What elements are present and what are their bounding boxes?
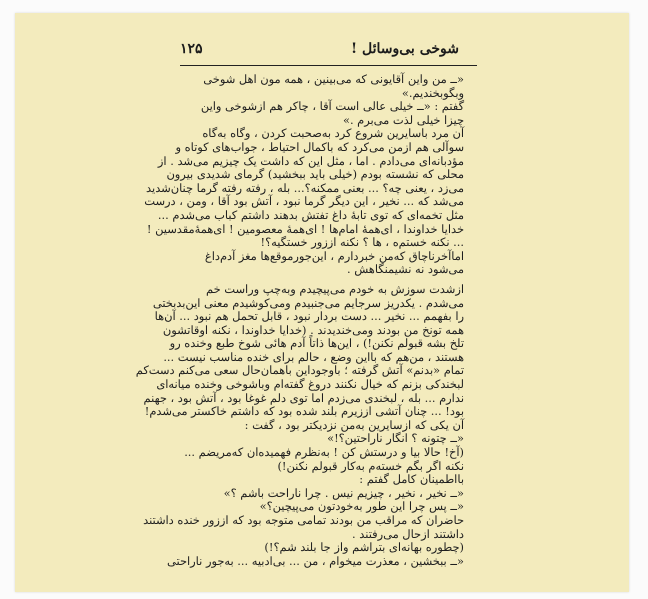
- text-line: «ــ پس چرا این طور به‌خودتون می‌پیچین؟»: [259, 499, 464, 514]
- text-line: (چطوره بهانه‌ای بتراشم واز جا بلند شم؟!): [264, 540, 464, 555]
- text-line: محلی که نشسته بودم (خیلی باید ببخشید) گرمای شدیدی بیرون: [166, 167, 464, 182]
- text-line: «ــ نخیر ، نخیر ، چیزیم نیس . چرا ناراحت باشم ؟»: [223, 485, 464, 500]
- text-line: حاضران که مراقب من بودند تمامی متوجه بود که اززور خنده داشتند: [143, 513, 464, 527]
- text-line: آن یکی که ازسایرین به‌من نزدیکتر بود ، گفت :: [244, 417, 464, 432]
- text-line: نکنه اگر بگم خسته‌م به‌کار قبولم نکنن!): [277, 458, 464, 473]
- header-rule: [180, 65, 477, 66]
- page-number: ۱۲۵: [180, 41, 203, 57]
- text-line: سوآلی هم ازمن می‌کرد که باکمال احتیاط ، جواب‌های کوتاه و: [175, 139, 464, 154]
- running-title: شوخی بی‌وسائل !: [350, 41, 459, 57]
- page-header: [180, 41, 477, 61]
- text-line: هستند ، من‌هم که بااین وضع ، حالم برای خنده مناسب نیست ...: [163, 349, 464, 364]
- text-line: (آخ! حالا بیا و درستش کن ! به‌نظرم فهمیده‌ان که‌مریضم ...: [184, 445, 464, 460]
- text-line: اماآخرناچاق که‌من خبردارم ، این‌جورموقع‌ها مغز آدم‌داغ: [204, 248, 464, 263]
- text-line: «ــ چتونه ؟ انگار ناراحتین؟!»: [327, 431, 464, 446]
- text-line: تمام «بدنم» آتش گرفته ؛ باوجوداین باهمان‌حال سعی می‌کنم دست‌کم: [135, 363, 464, 378]
- text-line: آن مرد باسایرین شروع کرد به‌صحبت کردن ، وگاه به‌گاه: [202, 126, 464, 141]
- text-line: مؤدبانه‌ای می‌دادم . اما ، مثل این که داشت یک چیزیم می‌شد . از: [157, 153, 464, 168]
- text-line: می‌شد که ... نخیر ، این دیگر گرما نبود ، آتش بود آقا ، ومن ، درست: [144, 194, 464, 209]
- text-line: می‌شود نه نشیمنگاهش .: [347, 262, 464, 277]
- text-line: مثل تخمه‌ای که توی تابهٔ داغ تفتش بدهند داشتم کباب می‌شدم ...: [157, 207, 464, 222]
- text-line: وبگوبخندیم.»: [401, 85, 464, 100]
- text-line: بااطمینان کامل گفتم :: [359, 472, 464, 487]
- text-line: چیزا خیلی لذت می‌برم .»: [342, 112, 464, 127]
- text-line: «ــ من واین آقایونی که می‌بینین ، همه مون اهل شوخی: [203, 72, 464, 86]
- text-line: ندارم ... بله ، لبخندی می‌زدم اما توی دلم غوغا بود ، آتش بود ، جهنم: [143, 390, 464, 405]
- text-line: گفتم : «ــ خیلی عالی است آقا ، چاکر هم ازشوخی واین: [200, 99, 464, 114]
- book-page: [15, 13, 629, 592]
- text-line: «ــ ببخشین ، معذرت میخوام ، من ... بی‌ادبیه ... به‌جور ناراحتی: [167, 553, 464, 568]
- text-line: را بفهمم ... نخیر ... دست بردار نبود ، قابل تحمل هم نبود ... آن‌ها: [154, 309, 464, 324]
- text-line: داشتند ازحال می‌رفتند .: [352, 526, 464, 541]
- text-line: خدایا خداوندا ، ای‌همهٔ امام‌ها ! ای‌همهٔ معصومین ! ای‌همهٔ‌مقدسین !: [146, 221, 464, 236]
- text-line: تلخ بشه قبولم نکنن!) ، این‌ها ذاتاً آدم هائی شوخ طبع وخنده رو: [169, 336, 464, 351]
- text-line: لبخندکی بزنم که خیال نکنند دروغ گفته‌ام وباشوخی وخنده میانه‌ای: [156, 377, 464, 392]
- text-line: ... نکنه خستم‌ه ، ها ؟ نکنه اززور خستگیه؟!: [260, 235, 464, 250]
- text-line: می‌زد ، یعنی چه؟ ... بعنی ممکنه؟... بله ، رفته رفته گرما چنان‌شدید: [146, 180, 464, 195]
- text-line: می‌شدم . یکدریز سرجایم می‌جنبیدم ومی‌کوشیدم معنی این‌بدبختی: [152, 295, 464, 310]
- text-line: همه تونخ من بودند ومی‌خندیدند . (خدایا خداوندا ، نکنه اوقاتشون: [162, 322, 464, 337]
- text-line: بود! ... چنان آتشی اززیرم بلند شده بود که داشتم خاکستر می‌شدم!: [144, 404, 464, 419]
- body-text: [135, 72, 464, 568]
- text-line: ازشدت سوزش به خودم می‌پیچیدم وبه‌چپ وراست خم: [206, 281, 464, 296]
